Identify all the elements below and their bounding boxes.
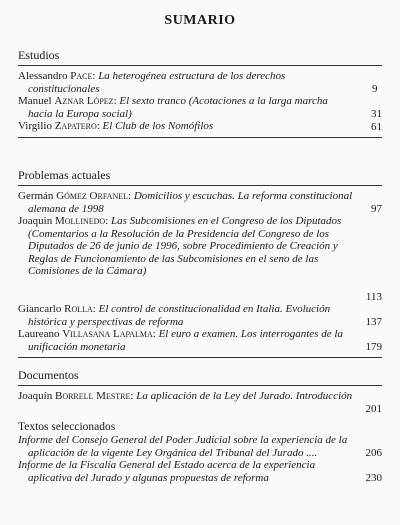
author-first: Manuel	[18, 95, 52, 107]
author-last: Villasana Lapalma	[62, 328, 153, 340]
author-first: Alessandro	[18, 70, 68, 82]
page-number: 179	[365, 340, 382, 353]
author-last: Pace	[70, 70, 93, 82]
divider	[18, 137, 382, 138]
section-title: Estudios	[18, 48, 60, 62]
page-number: 31	[371, 107, 382, 120]
work-title: Informe de la Fiscalía General del Estado acerca de la experiencia aplicativa del Jurado y algunas propuestas de reforma	[18, 459, 316, 484]
toc-entry[interactable]	[18, 434, 382, 459]
page-number: 61	[371, 120, 382, 133]
toc-entry[interactable]: Giancarlo Rolla: El control de constitucionalidad en Italia. Evolución histórica y perspectivas de reforma 137	[18, 303, 382, 328]
author-first: Giancarlo	[18, 303, 62, 315]
subsection-title: Textos seleccionados	[18, 421, 116, 433]
page-number: 230	[365, 471, 382, 484]
toc-entry[interactable]: Virgilio Zapatero: El Club de los Nomófilos 61	[18, 120, 382, 133]
page-number: 97	[371, 202, 382, 215]
toc-entry[interactable]: Joaquín Mollinedo: Las Subcomisiones en el Congreso de los Diputados (Comentarios a la Resolución de la Presidencia del Congreso de los Diputados de 26 de junio de 1996, sobre Procedimiento de Creación y Reglas de Funcionamiento de las Subcomisiones en el seno de las Comisiones de la Cámara) 113	[18, 215, 382, 303]
work-title: Las Subcomisiones en el Congreso de los Diputados (Comentarios a la Resolución de la Presidencia del Congreso de los Diputados de 26 de junio de 1996, sobre Procedimiento de Creación y Reglas de Funcionamiento de las Subcomisiones en el seno de las Comisiones de la Cámara)	[28, 215, 342, 277]
author-last: Gómez Orfanel	[56, 190, 129, 202]
work-title: La aplicación de la Ley del Jurado. Introducción	[136, 390, 353, 402]
toc-entry[interactable]: Germán Gómez Orfanel: Domicilios y escuchas. La reforma constitucional alemana de 1998 97	[18, 190, 382, 215]
divider	[18, 357, 382, 358]
toc-entry[interactable]: Manuel Aznar López: El sexto tranco (Acotaciones a la larga marcha hacia la Europa social) 31	[18, 95, 382, 120]
author-last: Aznar López	[54, 95, 114, 107]
work-title: El control de constitucionalidad en Italia. Evolución histórica y perspectivas de reforma	[28, 303, 331, 328]
author-first: Germán	[18, 190, 54, 202]
work-title: Informe del Consejo General del Poder Judicial sobre la experiencia de la aplicación de la vigente Ley Orgánica del Tribunal del Jurado ....	[18, 434, 348, 459]
work-title: El euro a examen. Los interrogantes de la unificación monetaria	[28, 328, 343, 353]
toc-entry[interactable]: Joaquín Borrell Mestre: La aplicación de la Ley del Jurado. Introducción 201	[18, 390, 382, 415]
toc-entry[interactable]: Laureano Villasana Lapalma: El euro a examen. Los interrogantes de la unificación monetaria 179	[18, 328, 382, 353]
page-number: 113	[365, 290, 382, 303]
section-documentos	[18, 368, 382, 484]
work-title: El sexto tranco (Acotaciones a la larga marcha hacia la Europa social)	[28, 95, 328, 120]
author-last: Rolla	[64, 303, 93, 315]
work-title: Domicilios y escuchas. La reforma constitucional alemana de 1998	[28, 190, 353, 215]
author-last: Borrell Mestre	[54, 390, 131, 402]
author-first: Laureano	[18, 328, 60, 340]
author-last: Mollinedo	[54, 215, 106, 227]
page-number: 137	[365, 315, 382, 328]
page-number: 201	[365, 402, 382, 415]
toc-entry[interactable]: Alessandro Pace: La heterogénea estructura de los derechos constitucionales 9	[18, 70, 378, 95]
page-title: SUMARIO	[164, 13, 236, 28]
author-last: Zapatero	[54, 120, 97, 132]
section-problemas-actuales	[18, 168, 382, 358]
work-title: La heterogénea estructura de los derechos constitucionales	[28, 70, 286, 95]
section-title: Documentos	[18, 368, 79, 382]
section-title: Problemas actuales	[18, 168, 111, 182]
page-number: 206	[365, 446, 382, 459]
author-first: Joaquín	[18, 390, 53, 402]
author-first: Virgilio	[18, 120, 52, 132]
toc-entry[interactable]	[18, 459, 382, 484]
section-estudios	[18, 48, 382, 138]
author-first: Joaquín	[18, 215, 53, 227]
work-title: El Club de los Nomófilos	[102, 120, 214, 132]
